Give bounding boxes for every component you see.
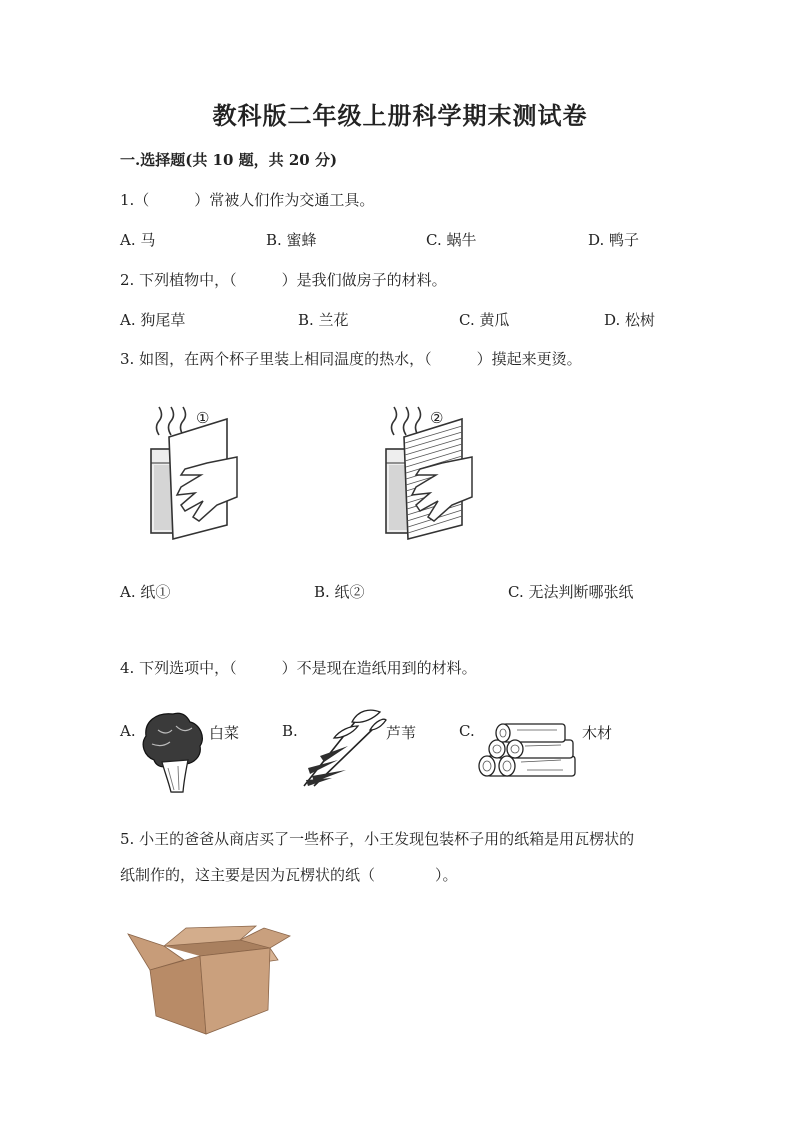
- question-2-text: 2. 下列植物中，（ ）是我们做房子的材料。: [120, 271, 447, 289]
- figure-label-1: ①: [196, 409, 210, 427]
- question-5-text-line1: 5. 小王的爸爸从商店买了一些杯子，小王发现包装杯子用的纸箱是用瓦楞状的: [120, 830, 635, 848]
- question-1-text: 1.（ ）常被人们作为交通工具。: [120, 191, 375, 209]
- question-4-option-a-label: 白菜: [209, 724, 240, 742]
- question-1-option-c[interactable]: C. 蜗牛: [426, 231, 477, 249]
- question-2-option-a[interactable]: A. 狗尾草: [120, 311, 186, 329]
- question-4-option-b-letter[interactable]: B.: [282, 722, 298, 740]
- question-1-option-d[interactable]: D. 鸭子: [588, 231, 640, 249]
- question-4-option-a-letter[interactable]: A.: [120, 722, 136, 740]
- question-1-option-a[interactable]: A. 马: [120, 231, 156, 249]
- question-4-option-c-label: 木材: [582, 724, 613, 742]
- cup-flat-paper-figure: [145, 405, 245, 545]
- question-3-text: 3. 如图，在两个杯子里装上相同温度的热水，（ ）摸起来更烫。: [120, 350, 582, 368]
- question-2-option-d[interactable]: D. 松树: [604, 311, 656, 329]
- question-4-option-b-label: 芦苇: [386, 724, 417, 742]
- page-title: 教科版二年级上册科学期末测试卷: [212, 101, 588, 130]
- cardboard-box-icon: [128, 926, 290, 1036]
- question-5-text-line2: 纸制作的，这主要是因为瓦楞状的纸（ ）。: [120, 866, 458, 884]
- question-3-option-c[interactable]: C. 无法判断哪张纸: [508, 583, 634, 601]
- logs-icon: [477, 718, 579, 784]
- reed-icon: [300, 708, 386, 788]
- figure-label-2: ②: [430, 409, 444, 427]
- question-3-option-b[interactable]: B. 纸②: [314, 583, 365, 601]
- section-heading: 一.选择题(共 10 题，共 20 分): [120, 151, 338, 169]
- cabbage-icon: [138, 710, 208, 795]
- question-3-option-a[interactable]: A. 纸①: [120, 583, 171, 601]
- question-4-text: 4. 下列选项中，（ ）不是现在造纸用到的材料。: [120, 659, 477, 677]
- question-2-option-b[interactable]: B. 兰花: [298, 311, 349, 329]
- question-4-option-c-letter[interactable]: C.: [459, 722, 475, 740]
- question-1-option-b[interactable]: B. 蜜蜂: [266, 231, 317, 249]
- question-2-option-c[interactable]: C. 黄瓜: [459, 311, 510, 329]
